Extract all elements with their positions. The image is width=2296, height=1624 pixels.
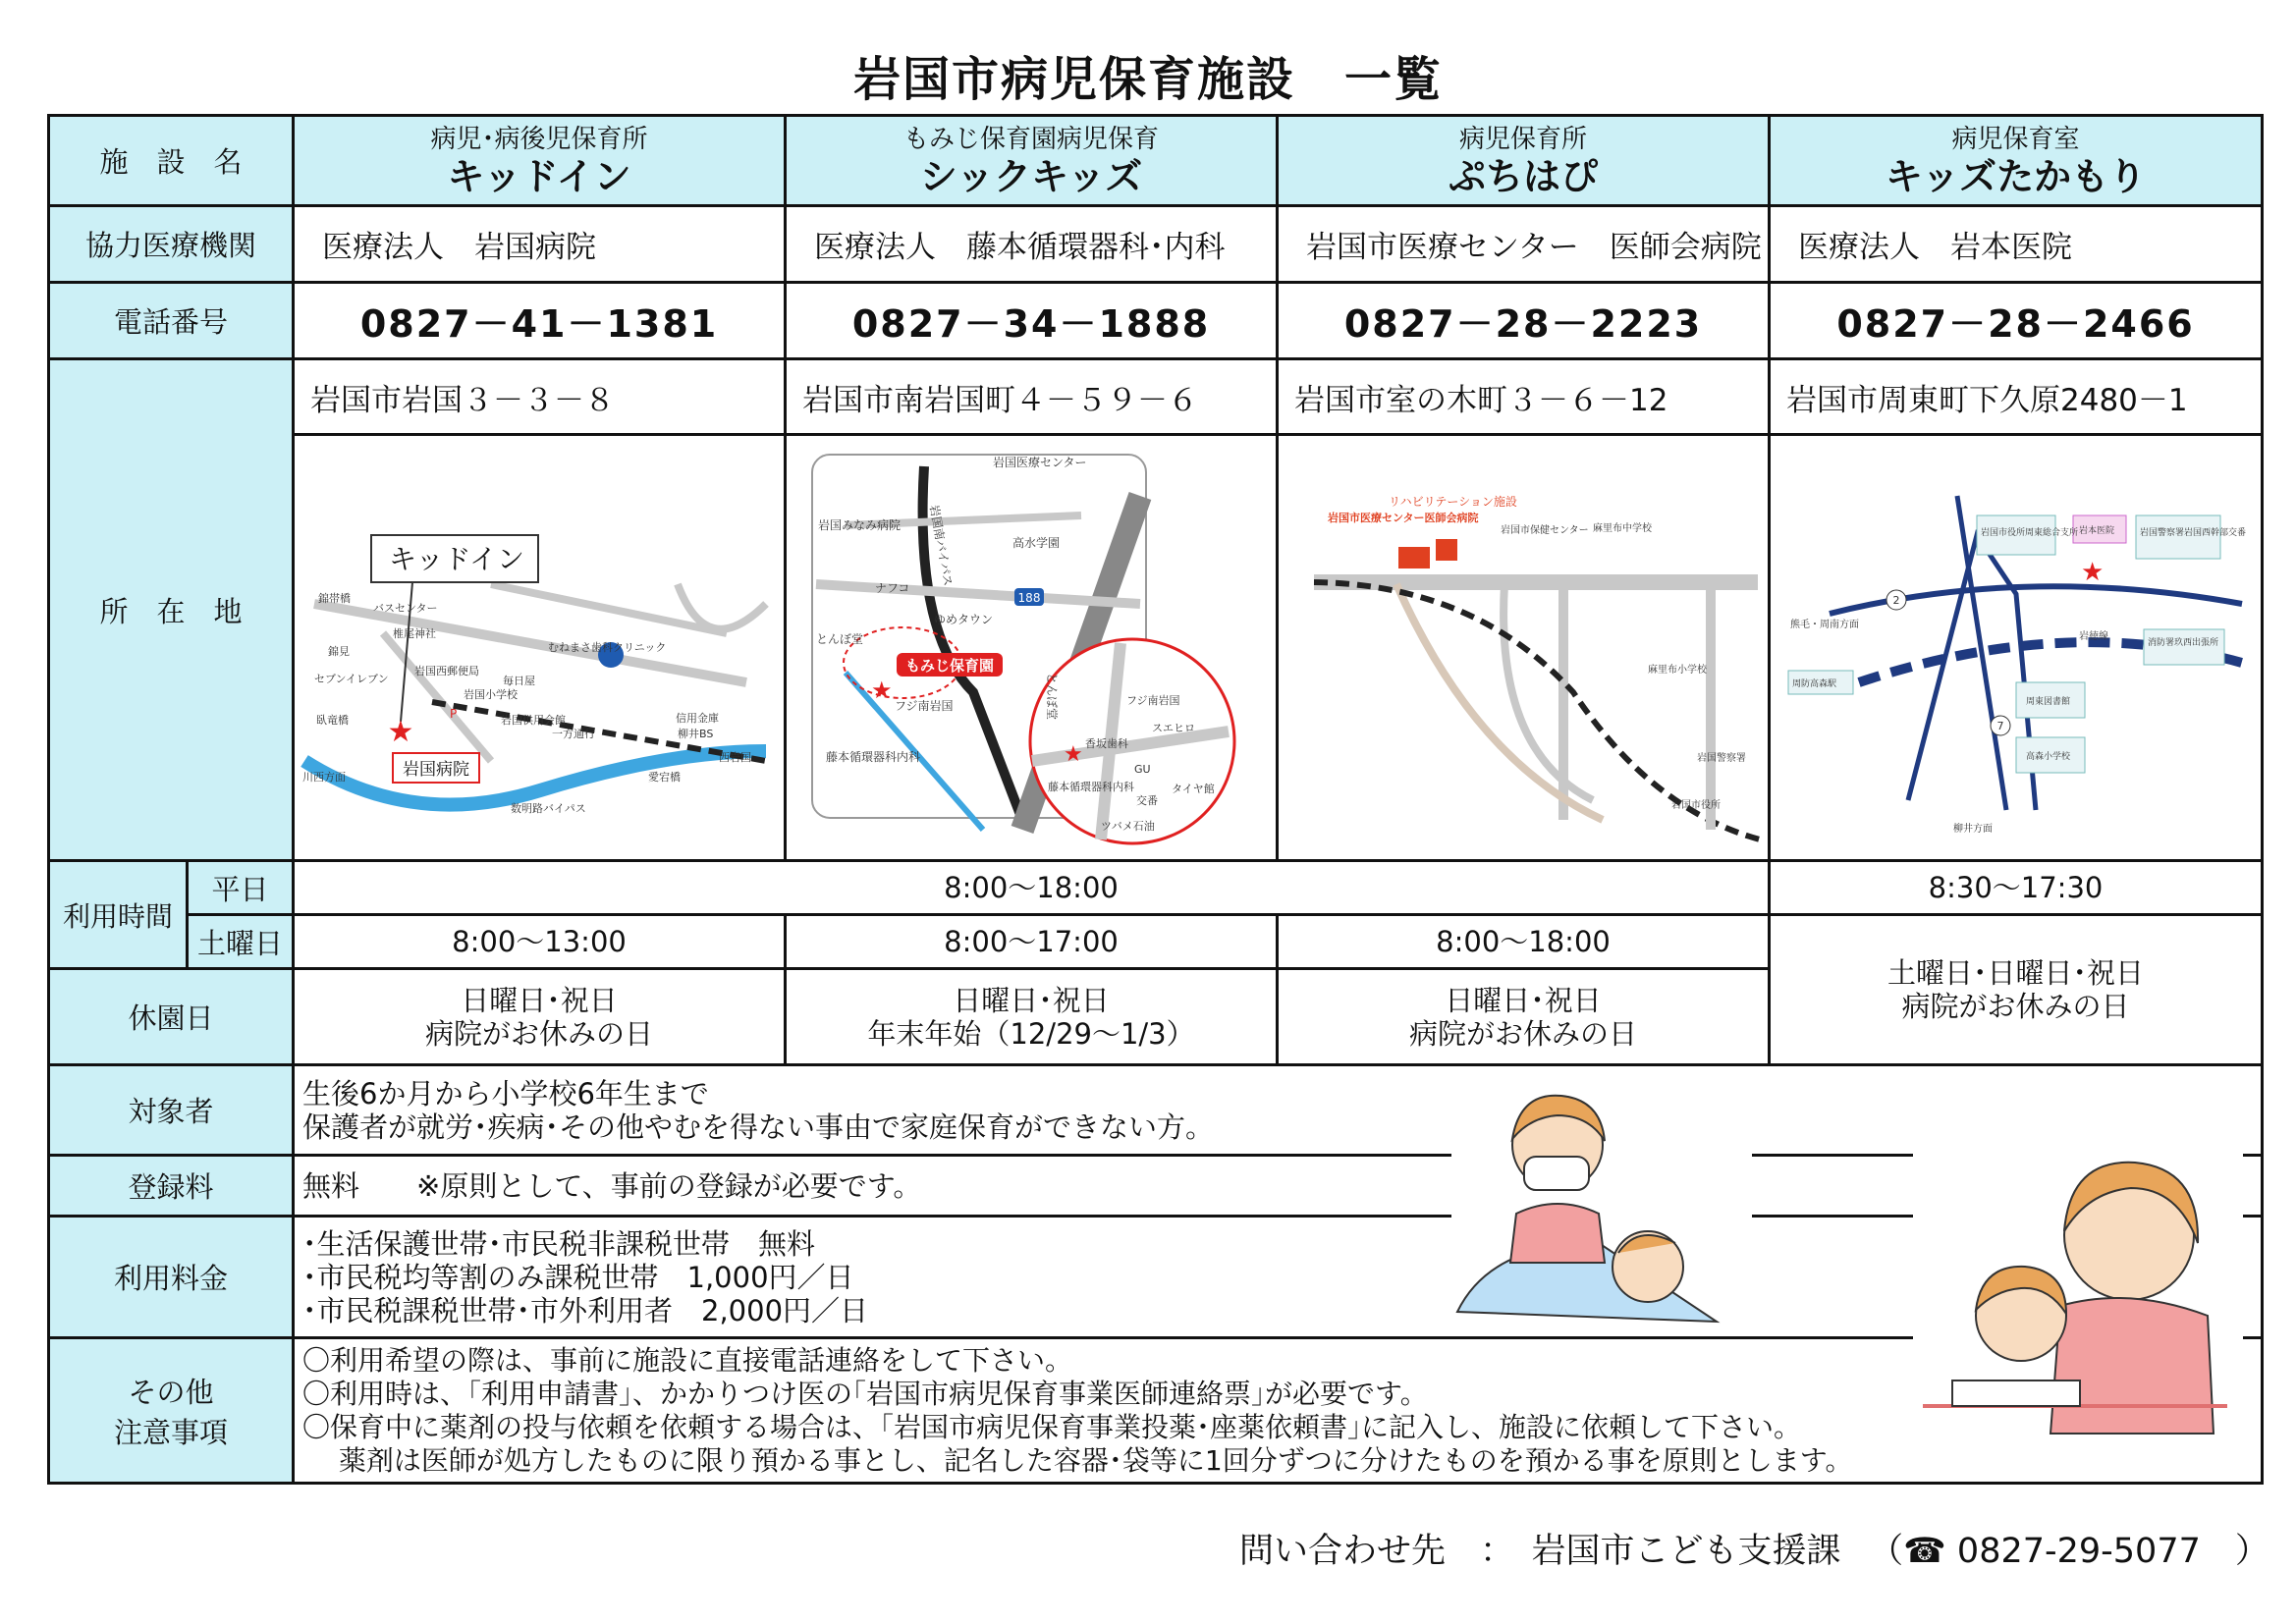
map-label: 岩国南バイパス xyxy=(927,503,956,587)
note-line: 〇保育中に薬剤の投与依頼を依頼する場合は、｢岩国市病児保育事業投薬･座薬依頼書｣に記入し、施設に依頼して下さい。 xyxy=(302,1410,1802,1443)
label-location: 所 在 地 xyxy=(49,359,294,861)
callout-label: キッドイン xyxy=(389,542,525,575)
map-label: 岩国供用会館 xyxy=(501,713,567,727)
map-label: フジ南岩国 xyxy=(895,698,954,713)
facility-type: 病児保育所 xyxy=(1459,124,1588,154)
weekday-hours-common: 8:00～18:00 xyxy=(294,861,1770,915)
closed-days-line: 病院がお休みの日 xyxy=(425,1016,654,1051)
caregiver-illustration-svg xyxy=(1913,1149,2243,1437)
closed-days xyxy=(294,969,786,1065)
row-hospital xyxy=(49,206,2263,283)
hospital-name: 医療法人 岩国病院 xyxy=(294,206,786,283)
label-hospital: 協力医療機関 xyxy=(49,206,294,283)
location-star-icon: ★ xyxy=(1064,741,1083,767)
row-address xyxy=(49,359,2263,435)
map-label: とんぼ堂 xyxy=(1045,672,1060,720)
nurse-illustration-svg xyxy=(1451,1076,1752,1333)
closed-days xyxy=(1770,915,2263,1065)
map-kidin xyxy=(294,435,786,861)
page-title: 岩国市病児保育施設 一覧 xyxy=(852,52,1443,107)
row-phone xyxy=(49,283,2263,359)
address: 岩国市岩国３－３－８ xyxy=(294,359,786,435)
label-other-line: その他 xyxy=(128,1375,214,1409)
label-saturday: 土曜日 xyxy=(188,915,294,969)
fee-line: ･市民税課税世帯･市外利用者 2,000円／日 xyxy=(302,1293,869,1327)
label-fee: 利用料金 xyxy=(49,1217,294,1338)
map-label: 岩国警察署 xyxy=(1697,752,1747,764)
map-label: 消防署玖西出張所 xyxy=(2148,637,2219,648)
map-label: 臥竜橋 xyxy=(316,713,350,727)
map-label: 愛宕橋 xyxy=(648,770,682,784)
map-label: 岩国市役所周東総合支所 xyxy=(1981,527,2079,538)
label-registration: 登録料 xyxy=(49,1156,294,1217)
map-label: むねまさ歯科クリニック xyxy=(548,640,667,654)
fee-line: ･市民税均等割のみ課税世帯 1,000円／日 xyxy=(302,1260,854,1294)
hospital-name: 医療法人 藤本循環器科･内科 xyxy=(786,206,1278,283)
facility-name: ぷちはぴ xyxy=(1449,154,1599,198)
facility-type: もみじ保育園病児保育 xyxy=(903,124,1160,154)
target-text xyxy=(294,1065,2263,1156)
facility-name: シックキッズ xyxy=(919,154,1143,198)
location-star-icon: ★ xyxy=(387,714,414,749)
map-label: 岩国西郵便局 xyxy=(414,664,480,677)
map-label: 錦見 xyxy=(328,644,351,658)
weekday-hours: 8:30～17:30 xyxy=(1770,861,2263,915)
closed-days-line: 日曜日･祝日 xyxy=(1445,983,1602,1017)
map-puchihapi xyxy=(1278,435,1770,861)
closed-days-line: 土曜日･日曜日･祝日 xyxy=(1887,956,2145,990)
note-line: 〇利用希望の際は、事前に施設に直接電話連絡をして下さい。 xyxy=(302,1343,1073,1377)
map-kidin-svg xyxy=(295,437,784,859)
facility-name: キッドイン xyxy=(447,154,631,198)
map-label: GU xyxy=(1134,762,1151,776)
contact-footer xyxy=(1239,1524,2269,1573)
label-facility: 施 設 名 xyxy=(49,116,294,206)
label-weekday: 平日 xyxy=(188,861,294,915)
phone-icon: ☎ xyxy=(1903,1532,1946,1571)
contact-paren: （ xyxy=(1851,1532,1904,1571)
phone-number: 0827－28－2223 xyxy=(1278,283,1770,359)
saturday-hours: 8:00～17:00 xyxy=(786,915,1278,969)
map-label: 錦帯橋 xyxy=(318,591,352,605)
nurse-illustration xyxy=(1451,1076,1752,1333)
target-line: 保護者が就労･疾病･その他やむを得ない事由で家庭保育ができない方。 xyxy=(302,1110,1215,1144)
map-kidstakamori-svg xyxy=(1771,437,2260,859)
location-star-icon: ★ xyxy=(2081,557,2105,587)
map-label: 柳井方面 xyxy=(1953,823,1994,835)
label-other xyxy=(49,1338,294,1484)
map-label: 数明路バイパス xyxy=(511,801,586,815)
map-label: ゆめタウン xyxy=(934,612,994,626)
map-label: 岩国医療センター xyxy=(993,455,1087,469)
caregiver-illustration xyxy=(1913,1149,2243,1437)
map-label: 岩国みなみ病院 xyxy=(818,517,902,532)
map-label: 藤本循環器科内科 xyxy=(826,749,921,764)
row-map xyxy=(49,435,2263,861)
closed-days-line: 日曜日･祝日 xyxy=(953,983,1110,1017)
note-line: 〇利用時は、｢利用申請書｣、かかりつけ医の｢岩国市病児保育事業医師連絡票｣が必要です。 xyxy=(302,1377,1428,1410)
facility-cell-3 xyxy=(1278,116,1770,206)
label-hours: 利用時間 xyxy=(49,861,188,969)
target-line: 生後6か月から小学校6年生まで xyxy=(302,1076,709,1110)
note-line: 薬剤は医師が処方したものに限り預かる事とし、記名した容器･袋等に1回分ずつに分けたものを預かる事を原則とします。 xyxy=(302,1443,1853,1477)
facility-cell-1 xyxy=(294,116,786,206)
map-label: 岩徳線 xyxy=(2079,630,2109,642)
closed-days-line: 病院がお休みの日 xyxy=(1901,990,2130,1023)
map-label: 岩本医院 xyxy=(2079,525,2115,536)
label-other-line: 注意事項 xyxy=(114,1415,229,1449)
phone-number: 0827－28－2466 xyxy=(1770,283,2263,359)
contact-paren: ） xyxy=(2200,1532,2269,1571)
fee-line: ･生活保護世帯･市民税非課税世帯 無料 xyxy=(302,1226,816,1261)
facility-type: 病児保育室 xyxy=(1951,124,2080,154)
saturday-hours: 8:00～13:00 xyxy=(294,915,786,969)
map-label: 岩国小学校 xyxy=(464,687,519,701)
label-phone: 電話番号 xyxy=(49,283,294,359)
label-closed: 休園日 xyxy=(49,969,294,1065)
closed-days-line: 病院がお休みの日 xyxy=(1409,1016,1638,1051)
map-label: 香坂歯科 xyxy=(1085,736,1129,750)
map-label: 高水学園 xyxy=(1012,535,1061,550)
map-sickkids-svg xyxy=(787,437,1276,859)
row-hours-weekday xyxy=(49,861,2263,915)
address: 岩国市南岩国町４－５９－６ xyxy=(786,359,1278,435)
map-label: 熊毛・周南方面 xyxy=(1790,619,1860,630)
map-label: 柳井BS xyxy=(678,727,714,740)
facility-cell-2 xyxy=(786,116,1278,206)
facility-cell-4 xyxy=(1770,116,2263,206)
map-label: バスセンター xyxy=(373,601,438,615)
river xyxy=(304,751,766,805)
row-hours-saturday xyxy=(49,915,2263,969)
map-label: 岩国警察署岩国西幹部交番 xyxy=(2140,527,2247,538)
address: 岩国市周東町下久原2480－1 xyxy=(1770,359,2263,435)
road xyxy=(314,601,746,682)
map-sickkids xyxy=(786,435,1278,861)
map-label: 信用金庫 xyxy=(676,711,720,725)
map-label: 岩国市役所 xyxy=(1671,799,1722,811)
map-label: 岩国市保健センター xyxy=(1501,524,1589,536)
map-label: 7 xyxy=(1996,719,2004,732)
map-label: 周防高森駅 xyxy=(1792,678,1837,689)
map-label: 藤本循環器科内科 xyxy=(1048,780,1135,793)
map-label: もみじ保育園 xyxy=(905,656,995,675)
map-label: 西岩国 xyxy=(719,750,752,764)
map-label: 椎尾神社 xyxy=(393,626,437,640)
map-label: 麻里布小学校 xyxy=(1648,664,1708,676)
map-label: リハビリテーション施設 xyxy=(1389,494,1517,509)
label-target: 対象者 xyxy=(49,1065,294,1156)
closed-days xyxy=(786,969,1278,1065)
saturday-hours: 8:00～18:00 xyxy=(1278,915,1770,969)
road xyxy=(1503,584,1593,800)
map-label: タイヤ館 xyxy=(1172,782,1215,795)
contact-label: 問い合わせ先 ： 岩国市こども支援課 xyxy=(1239,1532,1841,1571)
map-label: 岩国市医療センター医師会病院 xyxy=(1328,511,1479,524)
map-label: 188 xyxy=(1017,590,1041,605)
address: 岩国市室の木町３－６－12 xyxy=(1278,359,1770,435)
map-label: 麻里布中学校 xyxy=(1593,522,1653,534)
map-puchihapi-svg xyxy=(1279,437,1768,859)
hospital-name: 岩国市医療センター 医師会病院 xyxy=(1278,206,1770,283)
map-label: 周東図書館 xyxy=(2026,696,2071,707)
closed-days-line: 日曜日･祝日 xyxy=(461,983,618,1017)
rehab-building xyxy=(1436,539,1457,561)
map-label: フジ南岩国 xyxy=(1126,693,1180,707)
contact-phone: 0827-29-5077 xyxy=(1956,1532,2201,1571)
map-label: 一方通行 xyxy=(552,727,596,740)
hospital-label: 岩国病院 xyxy=(403,759,470,780)
map-label: セブンイレブン xyxy=(314,672,389,685)
map-label: P xyxy=(450,706,458,721)
hospital-name: 医療法人 岩本医院 xyxy=(1770,206,2263,283)
location-star-icon: ★ xyxy=(871,676,893,704)
row-target xyxy=(49,1065,2263,1156)
map-label: 毎日屋 xyxy=(503,674,536,687)
phone-number: 0827－34－1888 xyxy=(786,283,1278,359)
registration-text: 無料 ※原則として、事前の登録が必要です。 xyxy=(294,1156,2263,1217)
map-label: 2 xyxy=(1892,593,1900,607)
hospital-building xyxy=(1398,547,1430,568)
map-label: スエヒロ xyxy=(1152,721,1196,734)
row-facility-name xyxy=(49,116,2263,206)
map-kidstakamori xyxy=(1770,435,2263,861)
facility-type: 病児･病後児保育所 xyxy=(430,124,648,154)
map-label: 川西方面 xyxy=(302,770,347,784)
map-label: 高森小学校 xyxy=(2026,751,2071,762)
facility-name: キッズたかもり xyxy=(1885,154,2147,198)
closed-days-line: 年末年始（12/29～1/3） xyxy=(867,1016,1195,1051)
map-label: ツバメ石油 xyxy=(1101,819,1155,833)
map-label: とんぼ堂 xyxy=(816,631,864,646)
closed-days xyxy=(1278,969,1770,1065)
map-label: ナフコ xyxy=(875,580,910,595)
map-label: 交番 xyxy=(1136,793,1159,807)
phone-number: 0827－41－1381 xyxy=(294,283,786,359)
